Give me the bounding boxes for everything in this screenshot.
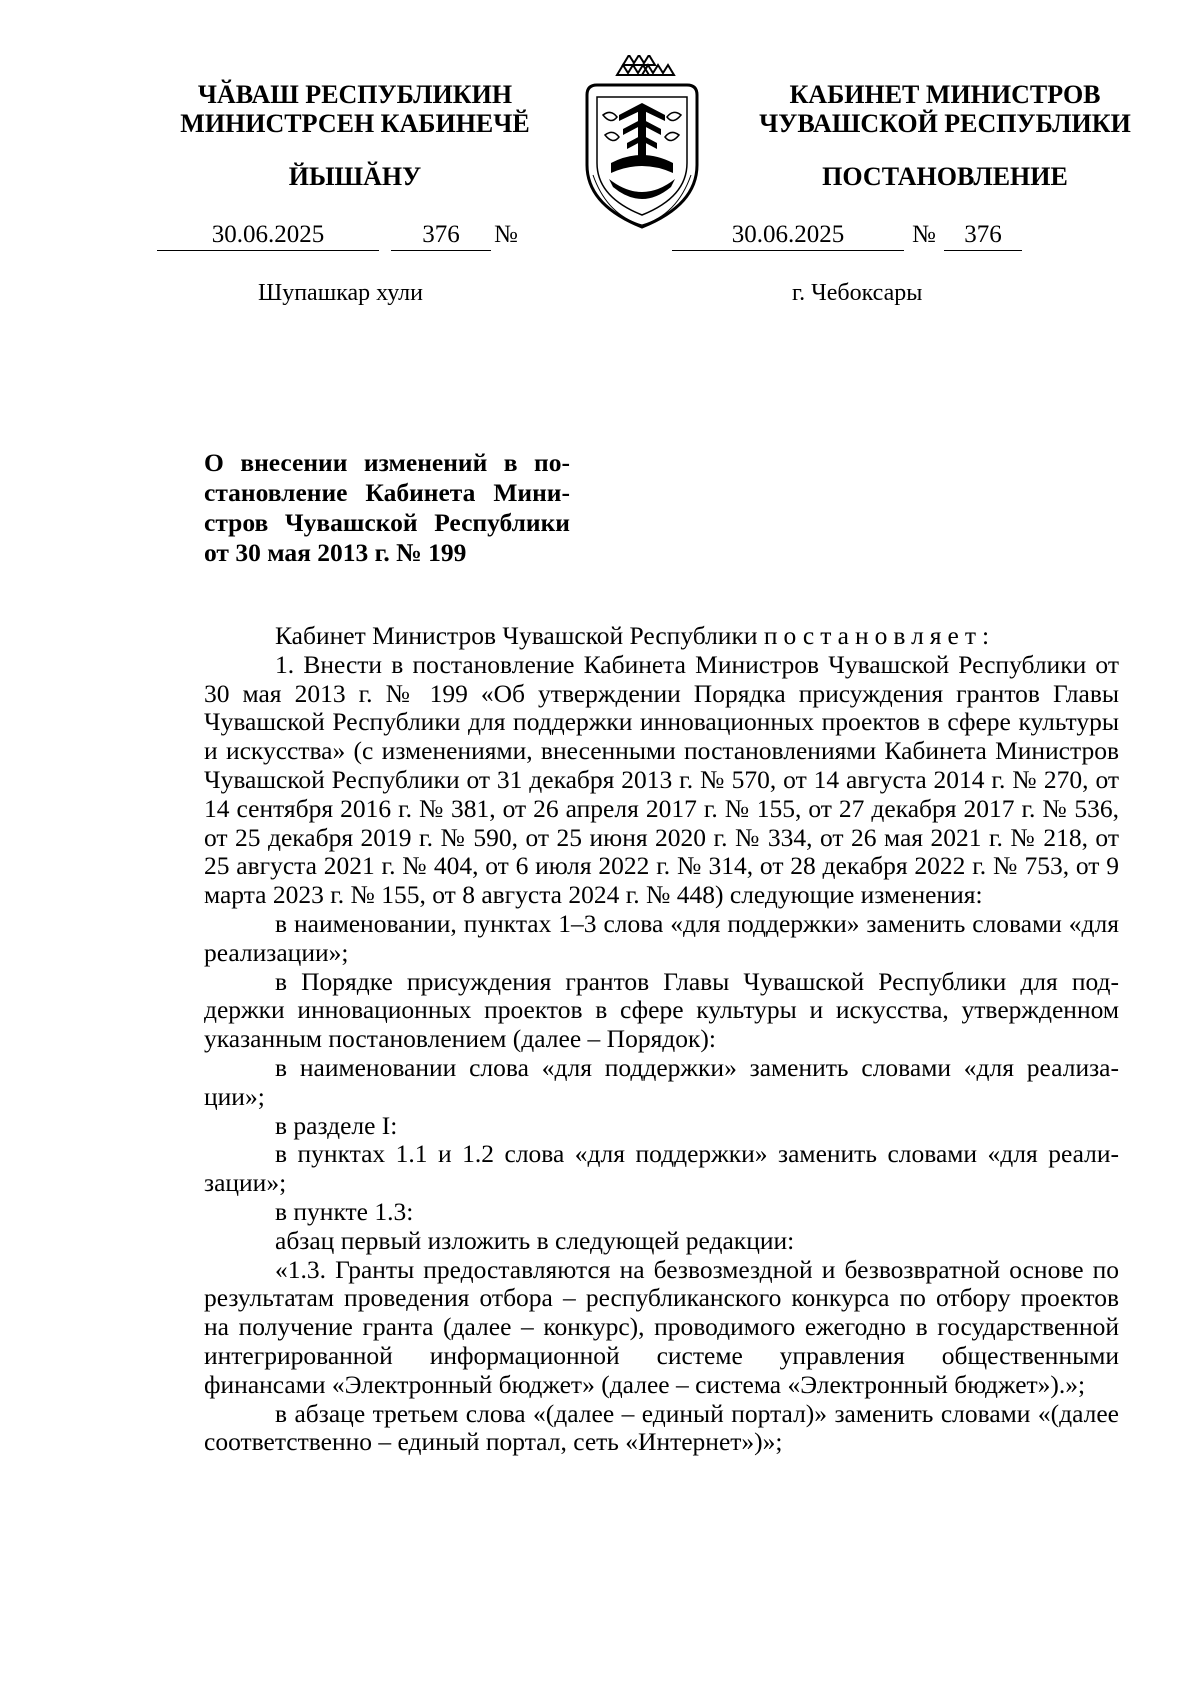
body-paragraph: в абзаце третьем слова «(далее – единый портал)» заменить словами «(далее соответственно – единый портал, сеть «Интернет»)»;: [204, 1398, 1119, 1457]
header-left-line1: ЧӐВАШ РЕСПУБЛИКИН: [197, 80, 513, 109]
right-number-sign: №: [912, 221, 936, 248]
header-left-line2: МИНИСТРСЕН КАБИНЕЧӖ: [180, 109, 530, 138]
intro-verb: постановляет:: [763, 621, 996, 650]
body-paragraph: «1.3. Гранты предоставляются на безвозмездной и безвозвратной основе по результатам проведения отбора – республиканского конкурса по отбору проектов на получение гранта (далее – конкурс), проводимого ежегодно в государственной интегрированной информационной системе управления общественными финансами «Электронный бюджет» (далее – система «Электронный бюджет»).»;: [204, 1254, 1119, 1399]
body-paragraph: в наименовании, пунктах 1–3 слова «для поддержки» заменить словами «для реализации»;: [204, 908, 1119, 967]
left-number-sign: №: [494, 221, 518, 248]
body-paragraph: в пункте 1.3:: [275, 1196, 414, 1226]
left-city: Шупашкар хули: [258, 280, 423, 306]
left-date-field: 30.06.2025: [157, 220, 379, 251]
right-number-field: 376: [944, 220, 1022, 251]
right-city: г. Чебоксары: [792, 280, 923, 306]
body-paragraph: в пунктах 1.1 и 1.2 слова «для поддержки» заменить словами «для реализации»;: [204, 1139, 1119, 1198]
document-body: [204, 622, 1119, 1457]
body-paragraph: абзац первый изложить в следующей редакции:: [275, 1225, 795, 1255]
body-paragraph: в Порядке присуждения грантов Главы Чувашской Республики для поддержки инновационных проектов в сфере культуры и искусства, утвержденном указанным постановлением (далее – Порядок):: [204, 966, 1119, 1054]
body-paragraph: в наименовании слова «для поддержки» заменить словами «для реализации»;: [204, 1052, 1119, 1111]
left-number-field: 376: [391, 220, 491, 251]
header-left-doc-type: ЙЫШӐНУ: [288, 162, 422, 191]
header-right-line1: КАБИНЕТ МИНИСТРОВ: [789, 80, 1101, 109]
document-subject: О внесении изменений в постановление Кабинета Министров Чувашской Республики от 30 мая 2013 г. № 199: [204, 448, 570, 567]
header-right-line2: ЧУВАШСКОЙ РЕСПУБЛИКИ: [759, 109, 1131, 138]
body-paragraph: в разделе I:: [275, 1110, 398, 1140]
header-left-org: [150, 80, 560, 138]
chuvash-coat-of-arms-icon: [567, 55, 717, 235]
header-right-org: [735, 80, 1155, 138]
header-right-doc-type: ПОСТАНОВЛЕНИЕ: [822, 162, 1068, 191]
intro-paragraph: [204, 622, 1119, 651]
intro-prefix: Кабинет Министров Чувашской Республики: [275, 621, 764, 650]
right-date-field: 30.06.2025: [672, 220, 904, 251]
body-paragraph: 1. Внести в постановление Кабинета Министров Чувашской Республики от 30 мая 2013 г. № 199 «Об утверждении Порядка присуждения грантов Главы Чувашской Республики для поддержки инновационных проектов в сфере культуры и искусства» (с изменениями, внесенными постановлениями Кабинета Министров Чувашской Республики от 31 декабря 2013 г. № 570, от 14 августа 2014 г. № 270, от 14 сентября 2016 г. № 381, от 26 апреля 2017 г. № 155, от 27 декабря 2017 г. № 536, от 25 декабря 2019 г. № 590, от 25 июня 2020 г. № 334, от 26 мая 2021 г. № 218, от 25 августа 2021 г. № 404, от 6 июля 2022 г. № 314, от 28 декабря 2022 г. № 753, от 9 марта 2023 г. № 155, от 8 августа 2024 г. № 448) следующие изменения:: [204, 649, 1119, 910]
